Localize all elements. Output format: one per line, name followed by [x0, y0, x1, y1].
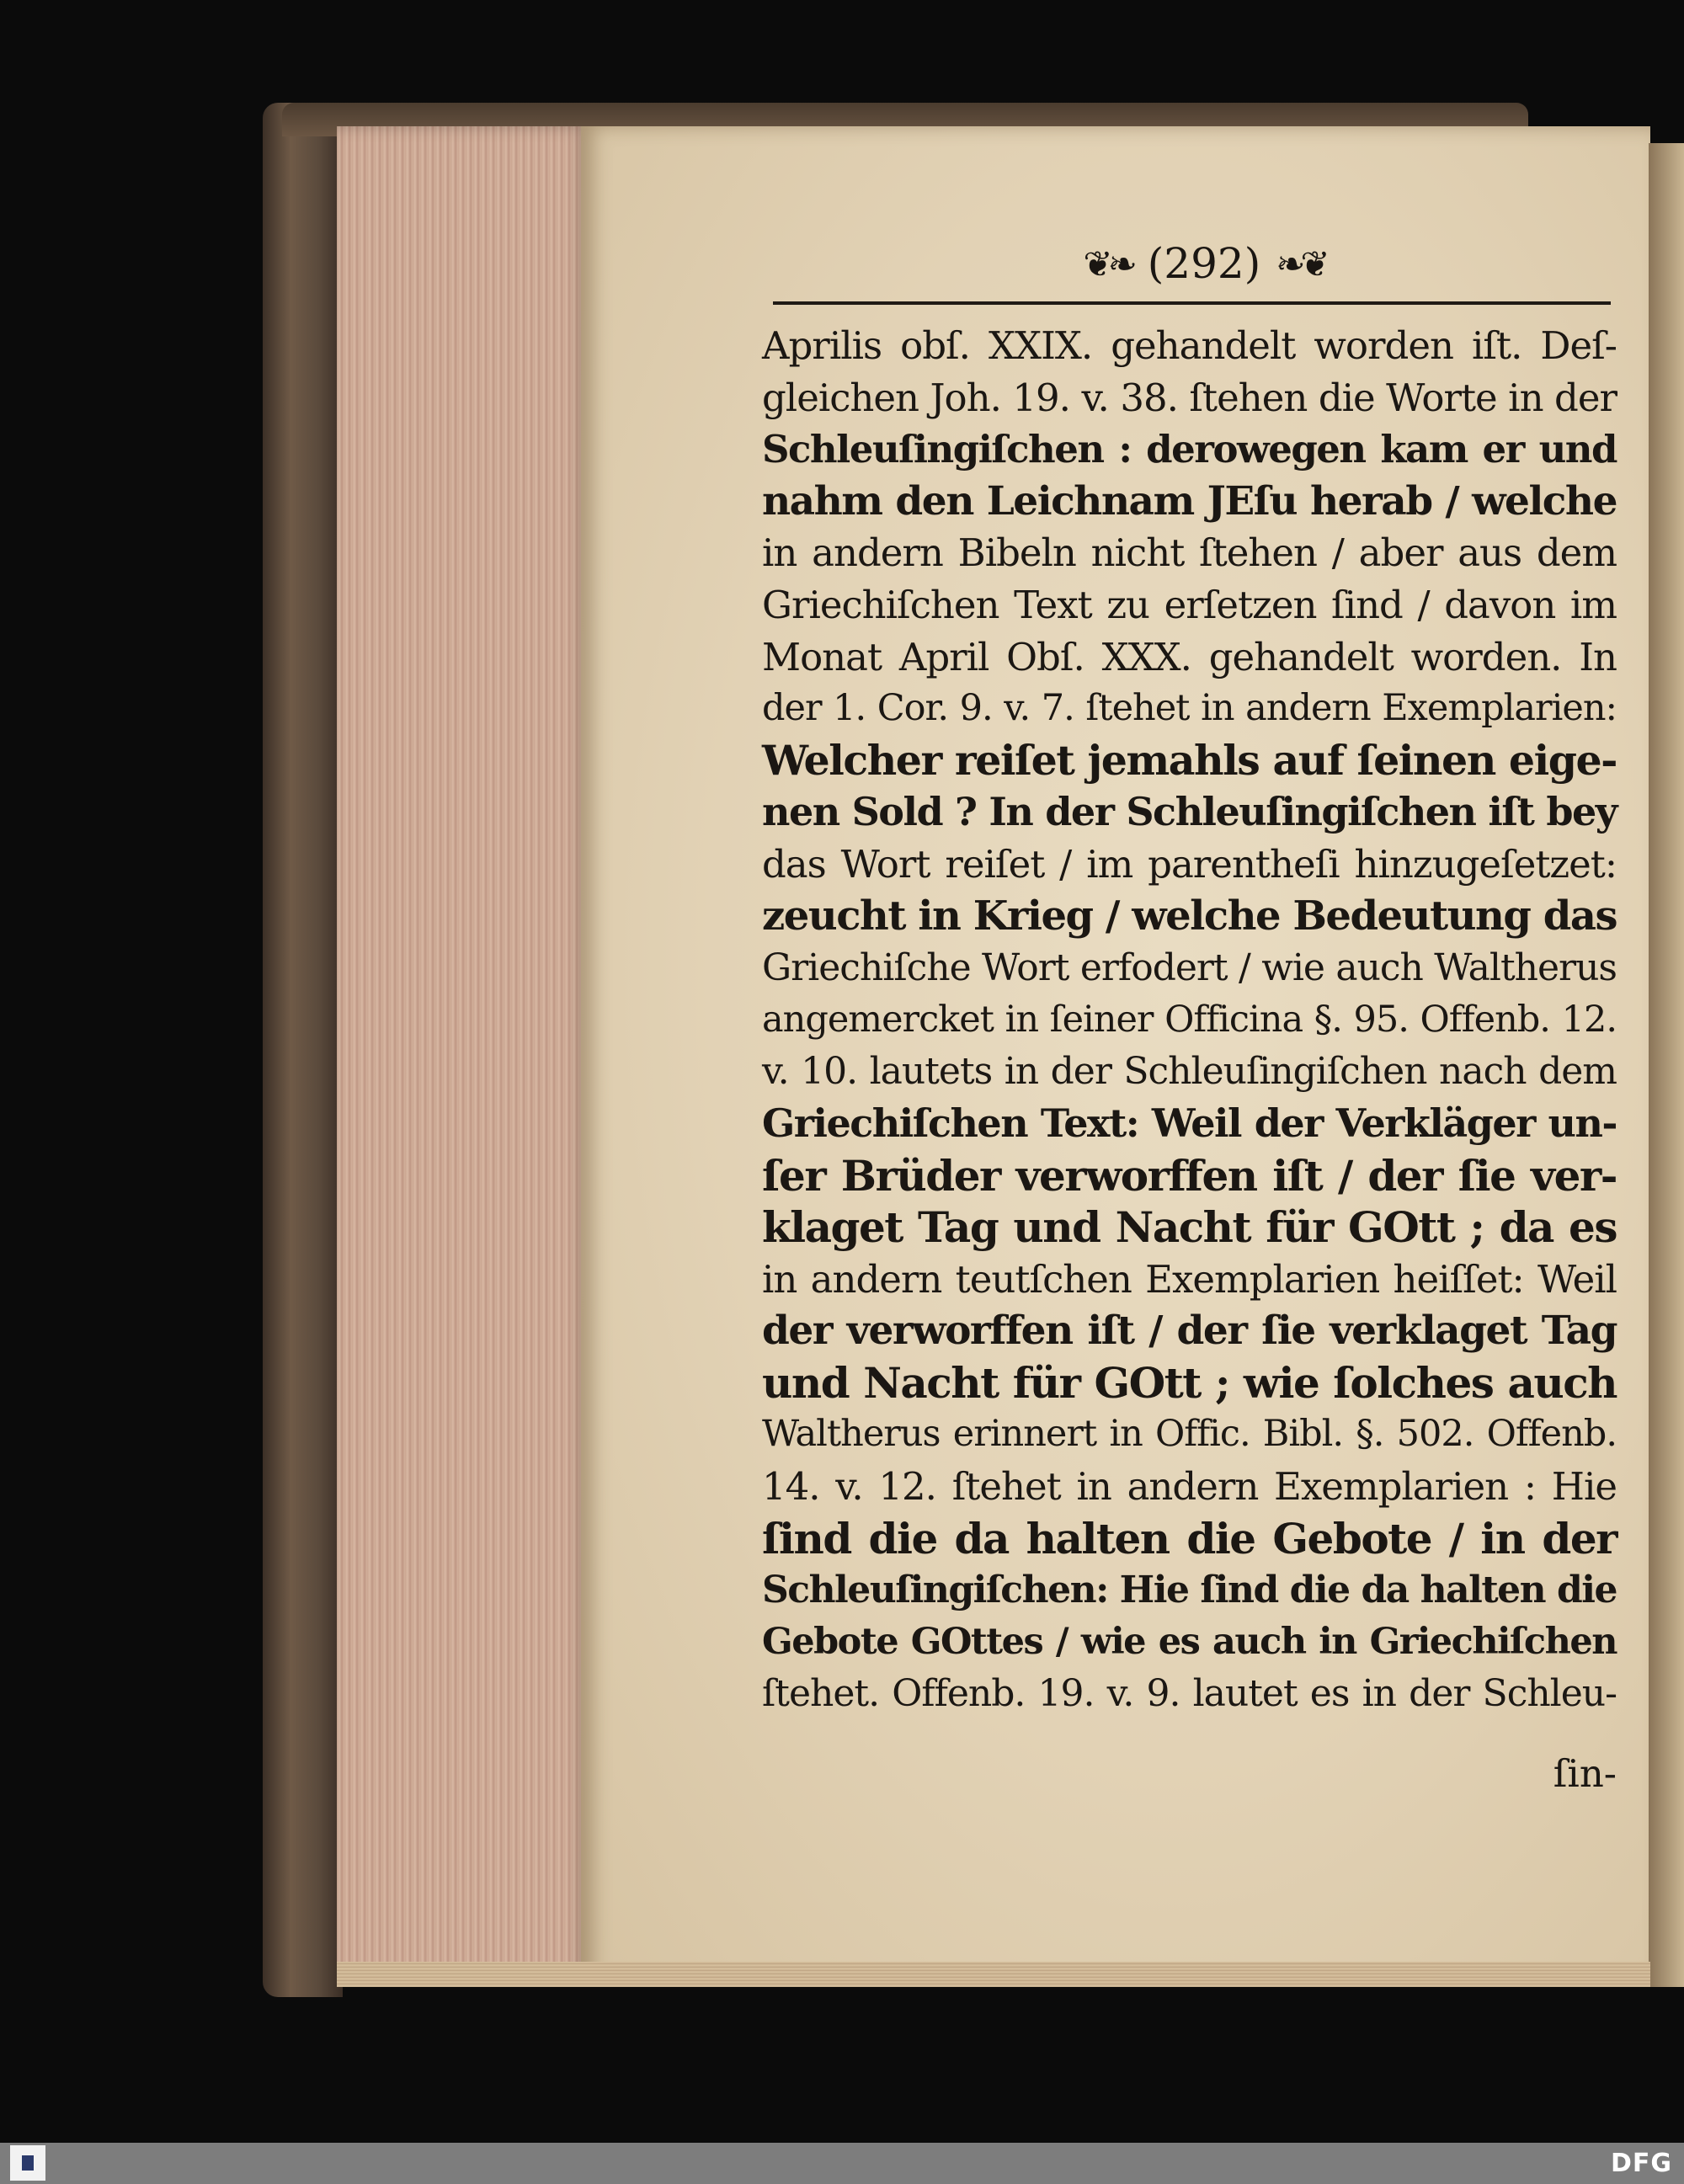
- page-stack-edge: [337, 126, 589, 1979]
- text-line: der 1. Cor. 9. v. 7. ſtehet in andern Exemplarien:: [762, 687, 1617, 730]
- page-bottom-edge: [337, 1962, 1650, 1987]
- text-line: Griechiſchen Text zu erſetzen ſind / davon im: [762, 582, 1617, 627]
- page-header: [1036, 234, 1372, 293]
- text-line: das Wort reiſet / im parentheſi hinzugeſetzet:: [762, 841, 1617, 887]
- text-line: ſtehet. Offenb. 19. v. 9. lautet es in der Schleu-: [762, 1672, 1617, 1716]
- text-line: ſind die da halten die Gebote / in der: [762, 1513, 1617, 1563]
- text-line: Schleuſingiſchen: Hie ſind die da halten die: [762, 1569, 1617, 1612]
- text-line: Griechiſche Wort erfodert / wie auch Waltherus: [762, 946, 1617, 990]
- text-line: und Nacht für GOtt ; wie ſolches auch: [762, 1357, 1617, 1408]
- text-line: Gebote GOttes / wie es auch in Griechiſchen: [762, 1620, 1617, 1663]
- text-line: zeucht in Krieg / welche Bedeutung das: [762, 892, 1617, 940]
- page-number: (292): [1147, 239, 1261, 288]
- text-line: der verworffen iſt / der ſie verklaget Tag: [762, 1308, 1617, 1355]
- text-line: Waltherus erinnert in Offic. Bibl. §. 502. Offenb.: [762, 1413, 1617, 1456]
- dfg-logo[interactable]: DFG: [1610, 2149, 1672, 2178]
- text-line: in andern teutſchen Exemplarien heiſſet: Weil: [762, 1256, 1617, 1302]
- text-line: klaget Tag und Nacht für GOtt ; da es: [762, 1202, 1617, 1253]
- text-line: Monat April Obſ. XXX. gehandelt worden. In: [762, 634, 1617, 679]
- ornament-right-icon: ❧❦: [1276, 242, 1325, 285]
- book-cover-spine: [263, 103, 343, 1997]
- text-line: in andern Bibeln nicht ſtehen / aber aus dem: [762, 530, 1617, 576]
- text-line: Welcher reiſet jemahls auf ſeinen eige-: [762, 735, 1617, 785]
- text-line: ſer Brüder verworffen iſt / der ſie ver-: [762, 1150, 1617, 1201]
- text-line: Aprilis obſ. XXIX. gehandelt worden iſt. Deſ-: [762, 323, 1617, 368]
- facing-page-edge: [1649, 143, 1684, 1987]
- text-line: v. 10. lautets in der Schleuſingiſchen nach dem: [762, 1050, 1617, 1094]
- ornament-left-icon: ❦❧: [1083, 242, 1132, 285]
- text-line: gleichen Joh. 19. v. 38. ſtehen die Worte in der: [762, 375, 1617, 420]
- library-logo-icon[interactable]: [10, 2145, 45, 2181]
- text-line: nen Sold ? In der Schleuſingiſchen iſt bey: [762, 789, 1617, 835]
- text-line: Griechiſchen Text: Weil der Verkläger un-: [762, 1100, 1617, 1146]
- text-line: Schleuſingiſchen : derowegen kam er und: [762, 427, 1617, 472]
- text-line: nahm den Leichnam JEſu herab / welche: [762, 477, 1617, 525]
- body-text: [762, 320, 1617, 1720]
- catchword: ſin-: [1553, 1751, 1617, 1796]
- text-line: angemercket in ſeiner Officina §. 95. Offenb. 12.: [762, 998, 1617, 1041]
- text-line: 14. v. 12. ſtehet in andern Exemplarien : Hie: [762, 1464, 1617, 1510]
- viewer-footer-bar: [0, 2143, 1684, 2184]
- header-rule: [773, 301, 1611, 305]
